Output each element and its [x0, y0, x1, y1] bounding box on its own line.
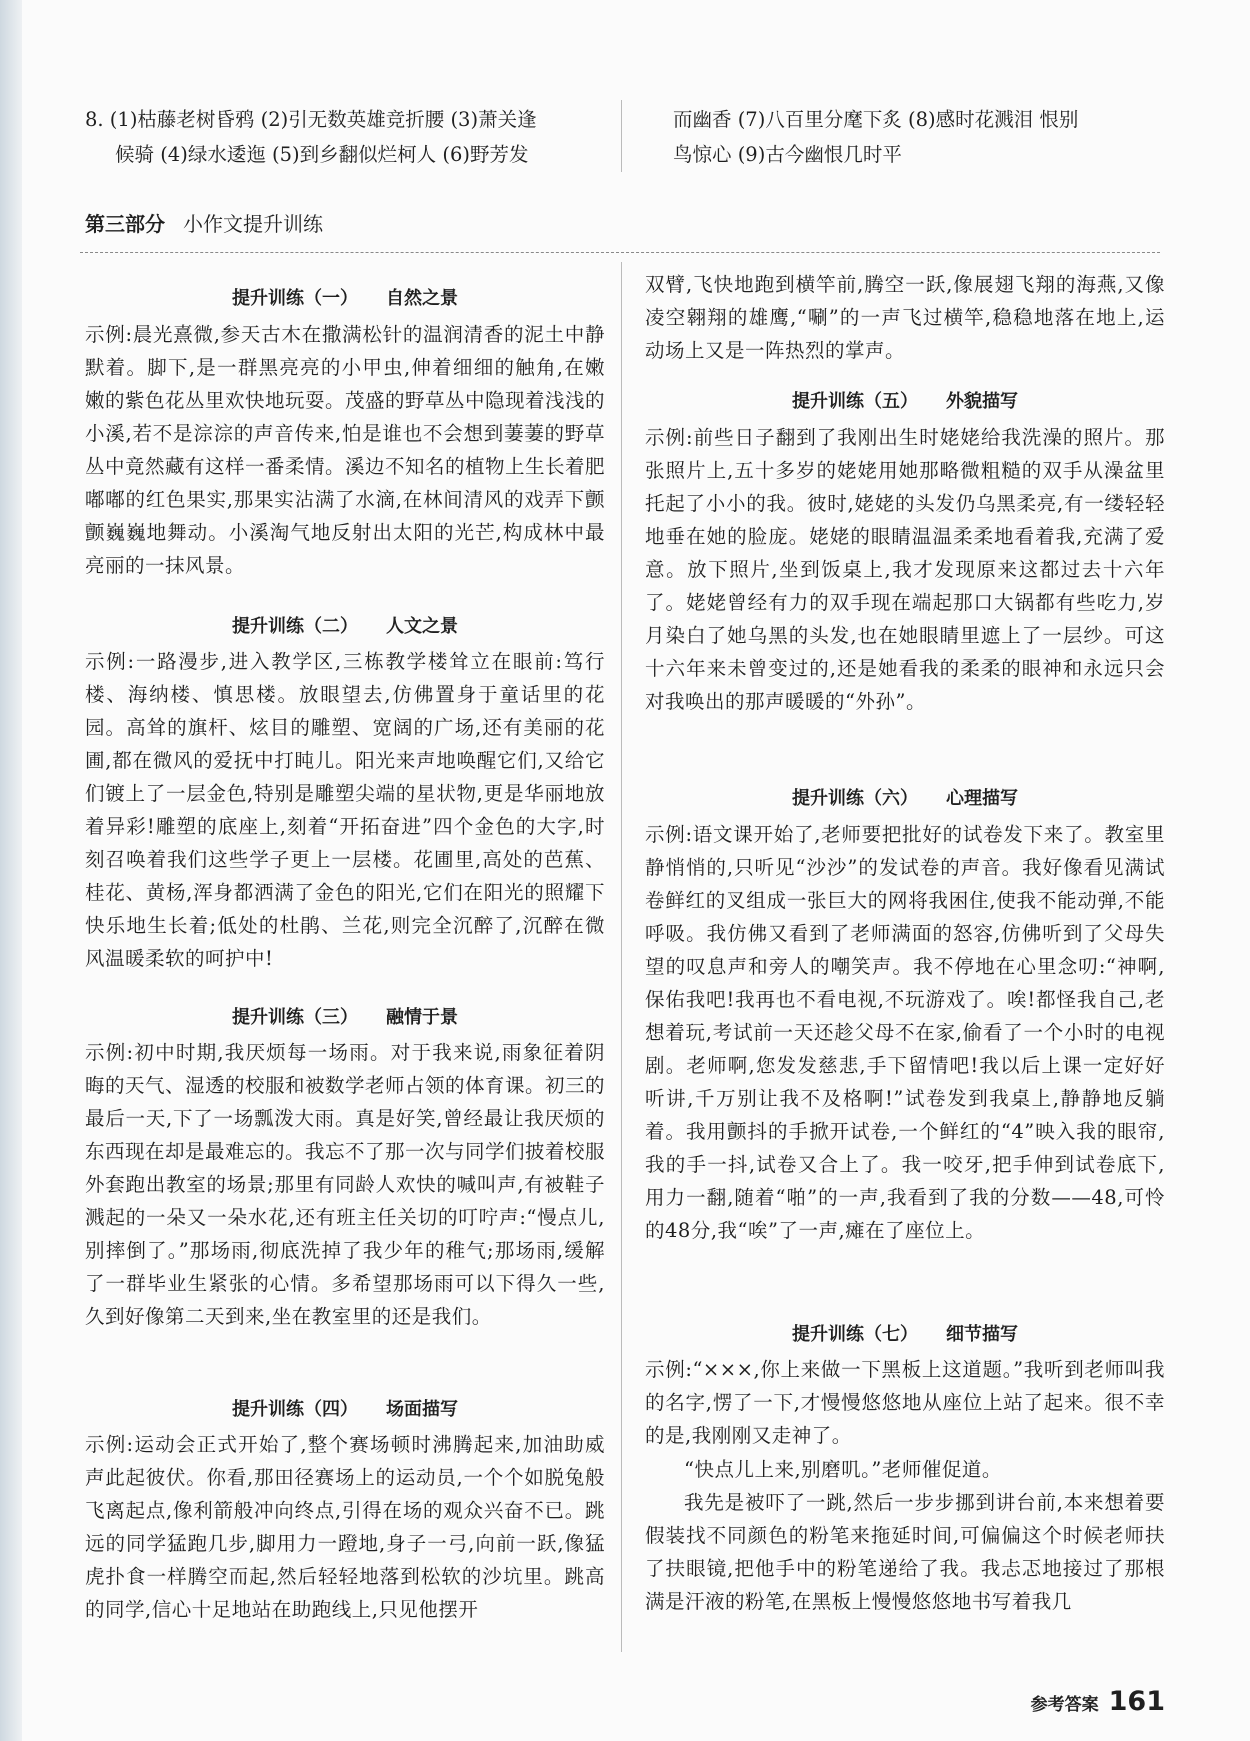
item-8-line-3: 而幽香 (7)八百里分麾下炙 (8)感时花溅泪 恨别	[673, 108, 1079, 131]
part-number: 第三部分	[85, 212, 165, 236]
section-text-5: 示例:前些日子翻到了我刚出生时姥姥给我洗澡的照片。那张照片上,五十多岁的姥姥用她那略微粗糙的双手从澡盆里托起了小小的我。彼时,姥姥的头发仍乌黑柔亮,有一缕轻轻地垂在她的脸庞。姥姥的眼睛温温柔柔地看着我,充满了爱意。放下照片,坐到饭桌上,我才发现原来这都过去十六年了。姥姥曾经有力的双手现在端起那口大锅都有些吃力,岁月染白了她乌黑的头发,也在她眼睛里遮上了一层纱。可这十六年来未曾变过的,还是她看我的柔柔的眼神和永远只会对我唤出的那声暖暖的“外孙”。	[645, 426, 1165, 713]
part-name: 小作文提升训练	[183, 212, 323, 236]
section-text-1: 示例:晨光熹微,参天古木在撒满松针的温润清香的泥土中静默着。脚下,是一群黑亮亮的小甲虫,伸着细细的触角,在嫩嫩的紫色花丛里欢快地玩耍。茂盛的野草丛中隐现着浅浅的小溪,若不是淙淙的声音传来,怕是谁也不会想到萋萋的野草丛中竟然藏有这样一番柔情。溪边不知名的植物上生长着肥嘟嘟的红色果实,那果实沾满了水滴,在林间清风的戏弄下颤颤巍巍地舞动。小溪淘气地反射出太阳的光芒,构成林中最亮丽的一抹风景。	[85, 323, 606, 577]
page-footer	[1031, 1686, 1165, 1717]
section-text-6: 示例:语文课开始了,老师要把批好的试卷发下来了。教室里静悄悄的,只听见“沙沙”的发试卷的声音。我好像看见满试卷鲜红的叉组成一张巨大的网将我困住,使我不能动弹,不能呼吸。我仿佛又看到了老师满面的怒容,仿佛听到了父母失望的叹息声和旁人的嘲笑声。我不停地在心里念叨:“神啊,保佑我吧!我再也不看电视,不玩游戏了。唉!都怪我自己,老想着玩,考试前一天还趁父母不在家,偷看了一个小时的电视剧。老师啊,您发发慈悲,手下留情吧!我以后上课一定好好听讲,千万别让我不及格啊!”试卷发到我桌上,静静地反躺着。我用颤抖的手掀开试卷,一个鲜红的“4”映入我的眼帘,我的手一抖,试卷又合上了。我一咬牙,把手伸到试卷底下,用力一翻,随着“啪”的一声,我看到了我的分数——48,可怜的48分,我“唉”了一声,瘫在了座位上。	[645, 823, 1165, 1242]
section-text-7-para-3: 我先是被吓了一跳,然后一步步挪到讲台前,本来想着要假装找不同颜色的粉笔来拖延时间,可偏偏这个时候老师扶了扶眼镜,把他手中的粉笔递给了我。我忐忑地接过了那根满是汗液的粉笔,在黑板上慢慢悠悠地书写着我几	[645, 1491, 1165, 1613]
footer-label: 参考答案	[1030, 1695, 1099, 1715]
section-heading-7: 提升训练（七） 细节描写	[792, 1324, 1018, 1345]
section-text-4-continued: 双臂,飞快地跑到横竿前,腾空一跃,像展翅飞翔的海燕,又像凌空翱翔的雄鹰,“唰”的一声飞过横竿,稳稳地落在地上,运动场上又是一阵热烈的掌声。	[645, 273, 1165, 362]
section-text-7: 示例:“×××,你上来做一下黑板上这道题。”我听到老师叫我的名字,愣了一下,才慢慢悠悠地从座位上站了起来。很不幸的是,我刚刚又走神了。	[645, 1358, 1165, 1447]
section-text-4: 示例:运动会正式开始了,整个赛场顿时沸腾起来,加油助威声此起彼伏。你看,那田径赛场上的运动员,一个个如脱兔般飞离起点,像利箭般冲向终点,引得在场的观众兴奋不已。跳远的同学猛跑几步,脚用力一蹬地,身子一弓,向前一跃,像猛虎扑食一样腾空而起,然后轻轻地落到松软的沙坑里。跳高的同学,信心十足地站在助跑线上,只见他摆开	[85, 1433, 605, 1621]
top-column-divider	[621, 100, 622, 172]
section-heading-6: 提升训练（六） 心理描写	[792, 788, 1018, 809]
section-text-2: 示例:一路漫步,进入教学区,三栋教学楼耸立在眼前:笃行楼、海纳楼、慎思楼。放眼望去,仿佛置身于童话里的花园。高耸的旗杆、炫目的雕塑、宽阔的广场,还有美丽的花圃,都在微风的爱抚中打盹儿。阳光来声地唤醒它们,又给它们镀上了一层金色,特别是雕塑尖端的星状物,更是华丽地放着异彩!雕塑的底座上,刻着“开拓奋进”四个金色的大字,时刻召唤着我们这些学子更上一层楼。花圃里,高处的芭蕉、桂花、黄杨,浑身都洒满了金色的阳光,它们在阳光的照耀下快乐地生长着;低处的杜鹃、兰花,则完全沉醉了,沉醉在微风温暖柔软的呵护中!	[85, 650, 605, 970]
item-8-right	[673, 102, 1173, 172]
section-heading-3: 提升训练（三） 融情于景	[232, 1007, 458, 1028]
section-heading-2: 提升训练（二） 人文之景	[232, 616, 458, 637]
column-divider	[621, 262, 622, 1652]
section-text-7-para-2: “快点儿上来,别磨叽。”老师催促道。	[684, 1458, 1002, 1481]
part-title	[85, 208, 323, 237]
section-heading-5: 提升训练（五） 外貌描写	[792, 391, 1018, 412]
item-8-line-4: 鸟惊心 (9)古今幽恨几时平	[673, 143, 902, 166]
section-heading-1: 提升训练（一） 自然之景	[232, 288, 458, 309]
section-text-3: 示例:初中时期,我厌烦每一场雨。对于我来说,雨象征着阴晦的天气、湿透的校服和被数学老师占领的体育课。初三的最后一天,下了一场瓢泼大雨。真是好笑,曾经最让我厌烦的东西现在却是最难忘的。我忘不了那一次与同学们披着校服外套跑出教室的场景;那里有同龄人欢快的喊叫声,有被鞋子溅起的一朵又一朵水花,还有班主任关切的叮咛声:“慢点儿,别摔倒了。”那场雨,彻底洗掉了我少年的稚气;那场雨,缓解了一群毕业生紧张的心情。多希望那场雨可以下得久一些,久到好像第二天到来,坐在教室里的还是我们。	[85, 1041, 606, 1328]
item-8-line-1: 8. (1)枯藤老树昏鸦 (2)引无数英雄竞折腰 (3)萧关逢	[85, 108, 537, 131]
item-8-line-2: 候骑 (4)绿水逶迤 (5)到乡翻似烂柯人 (6)野芳发	[115, 143, 529, 166]
part-divider	[80, 252, 1160, 253]
section-heading-4: 提升训练（四） 场面描写	[232, 1399, 458, 1420]
page-number: 161	[1108, 1686, 1165, 1717]
item-8-left	[85, 102, 605, 172]
